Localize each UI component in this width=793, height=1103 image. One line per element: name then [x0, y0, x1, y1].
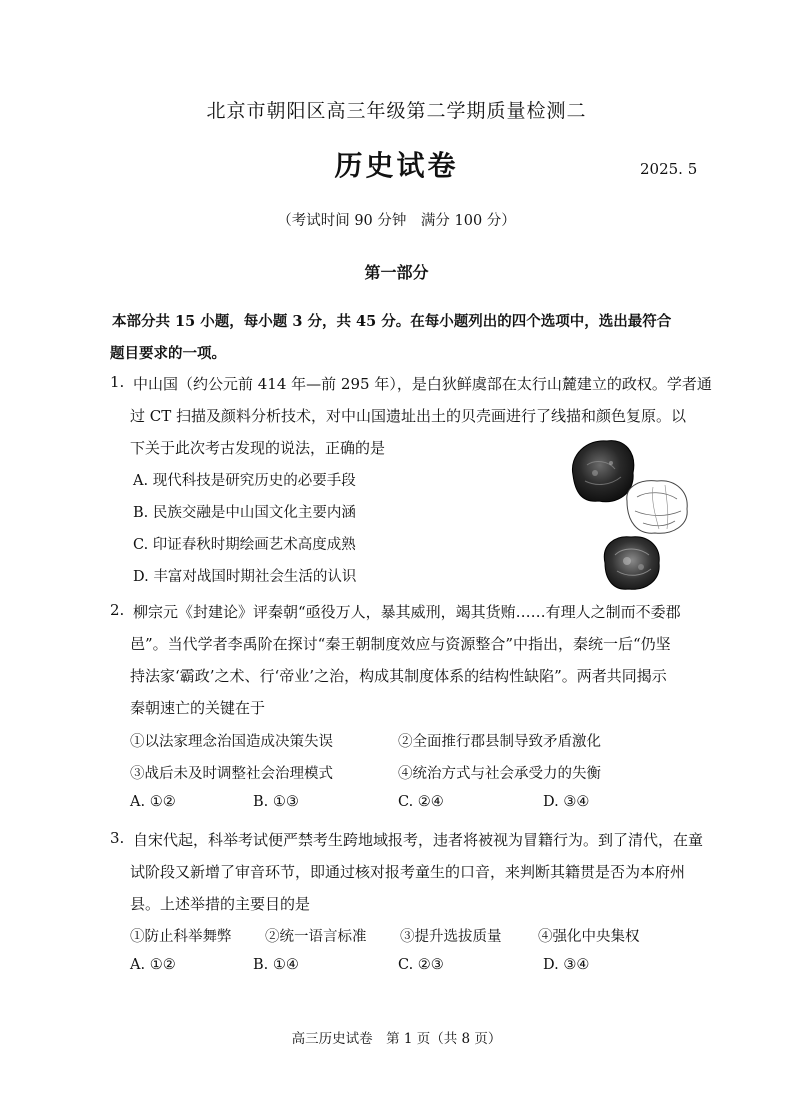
section-title: 第一部分 [364, 263, 429, 282]
statement-item: ④强化中央集权 [538, 929, 640, 945]
question-text-line: 自宋代起，科举考试便严禁考生跨地域报考，违者将被视为冒籍行为。到了清代，在童 [133, 831, 704, 849]
option-b: B. ①④ [253, 957, 299, 973]
question-text-line: 过 CT 扫描及颜料分析技术，对中山国遗址出土的贝壳画进行了线描和颜色复原。以 [130, 407, 687, 425]
statement-item: ②统一语言标准 [265, 929, 367, 945]
question-text-line: 下关于此次考古发现的说法，正确的是 [130, 439, 386, 457]
statement-item: ②全面推行郡县制导致矛盾激化 [398, 734, 601, 750]
exam-subtitle: 北京市朝阳区高三年级第二学期质量检测二 [206, 100, 587, 122]
question-number: 2. [110, 601, 125, 619]
option-a: A. ①② [130, 794, 176, 810]
page-footer: 高三历史试卷 第 1 页（共 8 页） [291, 1031, 502, 1047]
option-c: C. ②③ [398, 957, 444, 973]
question-text-line: 邑”。当代学者李禹阶在探讨“秦王朝制度效应与资源整合”中指出，秦统一后“仍坚 [130, 635, 671, 653]
option-d: D. 丰富对战国时期社会生活的认识 [133, 569, 357, 585]
option-d: D. ③④ [543, 957, 590, 973]
statement-item: ③战后未及时调整社会治理模式 [130, 766, 333, 782]
statement-item: ③提升选拔质量 [400, 929, 502, 945]
statement-item: ①以法家理念治国造成决策失误 [130, 734, 333, 750]
option-b: B. ①③ [253, 794, 299, 810]
shell-painting-image [565, 435, 705, 595]
exam-date: 2025. 5 [640, 160, 698, 178]
option-c: C. 印证春秋时期绘画艺术高度成熟 [133, 537, 356, 553]
option-d: D. ③④ [543, 794, 590, 810]
question-text-line: 秦朝速亡的关键在于 [130, 699, 266, 717]
option-a: A. ①② [130, 957, 176, 973]
statement-item: ①防止科举舞弊 [130, 929, 232, 945]
statement-item: ④统治方式与社会承受力的失衡 [398, 766, 601, 782]
question-number: 3. [110, 829, 125, 847]
question-text-line: 柳宗元《封建论》评秦朝“亟役万人，暴其威刑，竭其货贿……有理人之制而不委郡 [133, 603, 681, 621]
question-text-line: 县。上述举措的主要目的是 [130, 895, 311, 913]
question-text-line: 试阶段又新增了审音环节，即通过核对报考童生的口音，来判断其籍贯是否为本府州 [130, 863, 686, 881]
option-c: C. ②④ [398, 794, 444, 810]
option-b: B. 民族交融是中山国文化主要内涵 [133, 505, 356, 521]
question-text-line: 中山国（约公元前 414 年—前 295 年），是白狄鲜虞部在太行山麓建立的政权。学者通 [133, 375, 712, 393]
page-title: 历史试卷 [334, 149, 459, 182]
question-text-line: 持法家‘霸政’之术、行‘帝业’之治，构成其制度体系的结构性缺陷”。两者共同揭示 [130, 667, 667, 685]
section-instruction-line: 题目要求的一项。 [110, 345, 226, 362]
exam-info: （考试时间 90 分钟 满分 100 分） [277, 213, 516, 229]
question-number: 1. [110, 373, 125, 391]
section-instruction-line: 本部分共 15 小题，每小题 3 分，共 45 分。在每小题列出的四个选项中，选出最符合 [112, 313, 672, 330]
option-a: A. 现代科技是研究历史的必要手段 [133, 473, 356, 489]
